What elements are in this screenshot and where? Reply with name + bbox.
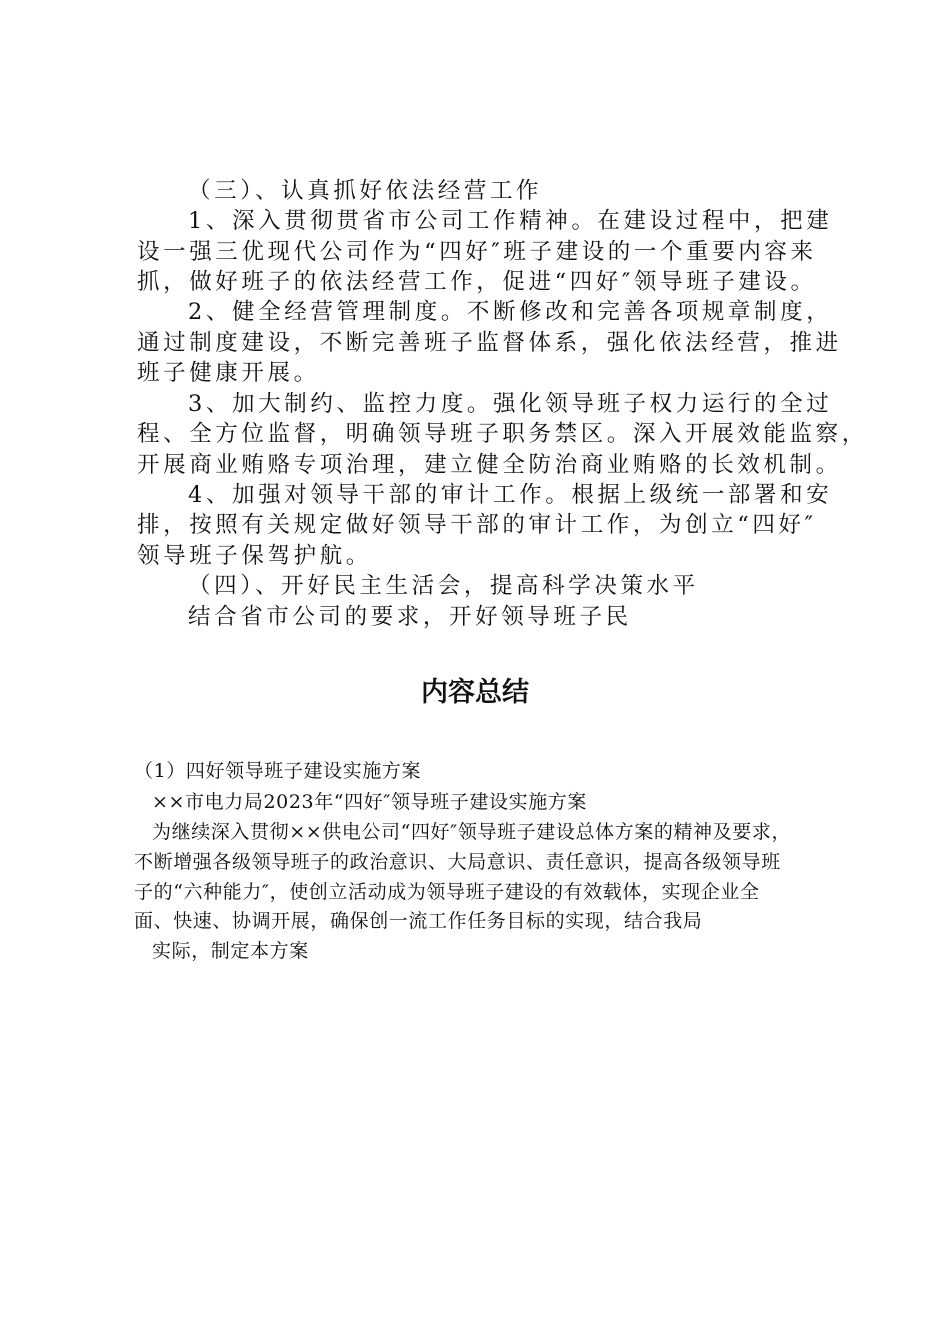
paragraph-line: 1、深入贯彻贯省市公司工作精神。在建设过程中，把建	[188, 208, 833, 234]
summary-line: ××市电力局2023年“四好″领导班子建设实施方案	[152, 791, 588, 813]
summary-line: 子的“六种能力″，使创立活动成为领导班子建设的有效载体，实现企业全	[134, 881, 760, 903]
paragraph-line: 4、加强对领导干部的审计工作。根据上级统一部署和安	[188, 482, 833, 508]
section-heading-4: （四）、开好民主生活会，提高科学决策水平	[188, 573, 699, 599]
paragraph-line: 抓，做好班子的依法经营工作，促进“四好″领导班子建设。	[137, 269, 817, 295]
paragraph-line: 2、健全经营管理制度。不断修改和完善各项规章制度，	[188, 299, 833, 325]
paragraph-line: 通过制度建设，不断完善班子监督体系，强化依法经营，推进	[137, 330, 842, 356]
summary-line: 实际，制定本方案	[152, 940, 309, 962]
paragraph-line: 开展商业贿赂专项治理，建立健全防治商业贿赂的长效机制。	[137, 452, 842, 478]
paragraph-line: 3、加大制约、监控力度。强化领导班子权力运行的全过	[188, 391, 833, 417]
summary-line: 面、快速、协调开展，确保创一流工作任务目标的实现，结合我局	[134, 910, 703, 932]
summary-title: 内容总结	[421, 677, 529, 708]
summary-line: 为继续深入贯彻××供电公司“四好″领导班子建设总体方案的精神及要求，	[152, 821, 792, 843]
summary-line: 不断增强各级领导班子的政治意识、大局意识、责任意识，提高各级领导班	[134, 851, 781, 873]
paragraph-line: 结合省市公司的要求，开好领导班子民	[188, 604, 632, 630]
paragraph-line: 领导班子保驾护航。	[137, 543, 372, 569]
paragraph-line: 排，按照有关规定做好领导干部的审计工作，为创立“四好″	[137, 512, 817, 538]
section-heading-3: （三）、认真抓好依法经营工作	[188, 178, 543, 204]
paragraph-line: 班子健康开展。	[137, 360, 320, 386]
summary-line: （1）四好领导班子建设实施方案	[134, 760, 422, 782]
paragraph-line: 设一强三优现代公司作为“四好″班子建设的一个重要内容来	[137, 239, 817, 265]
paragraph-line: 程、全方位监督，明确领导班子职务禁区。深入开展效能监察，	[137, 421, 868, 447]
